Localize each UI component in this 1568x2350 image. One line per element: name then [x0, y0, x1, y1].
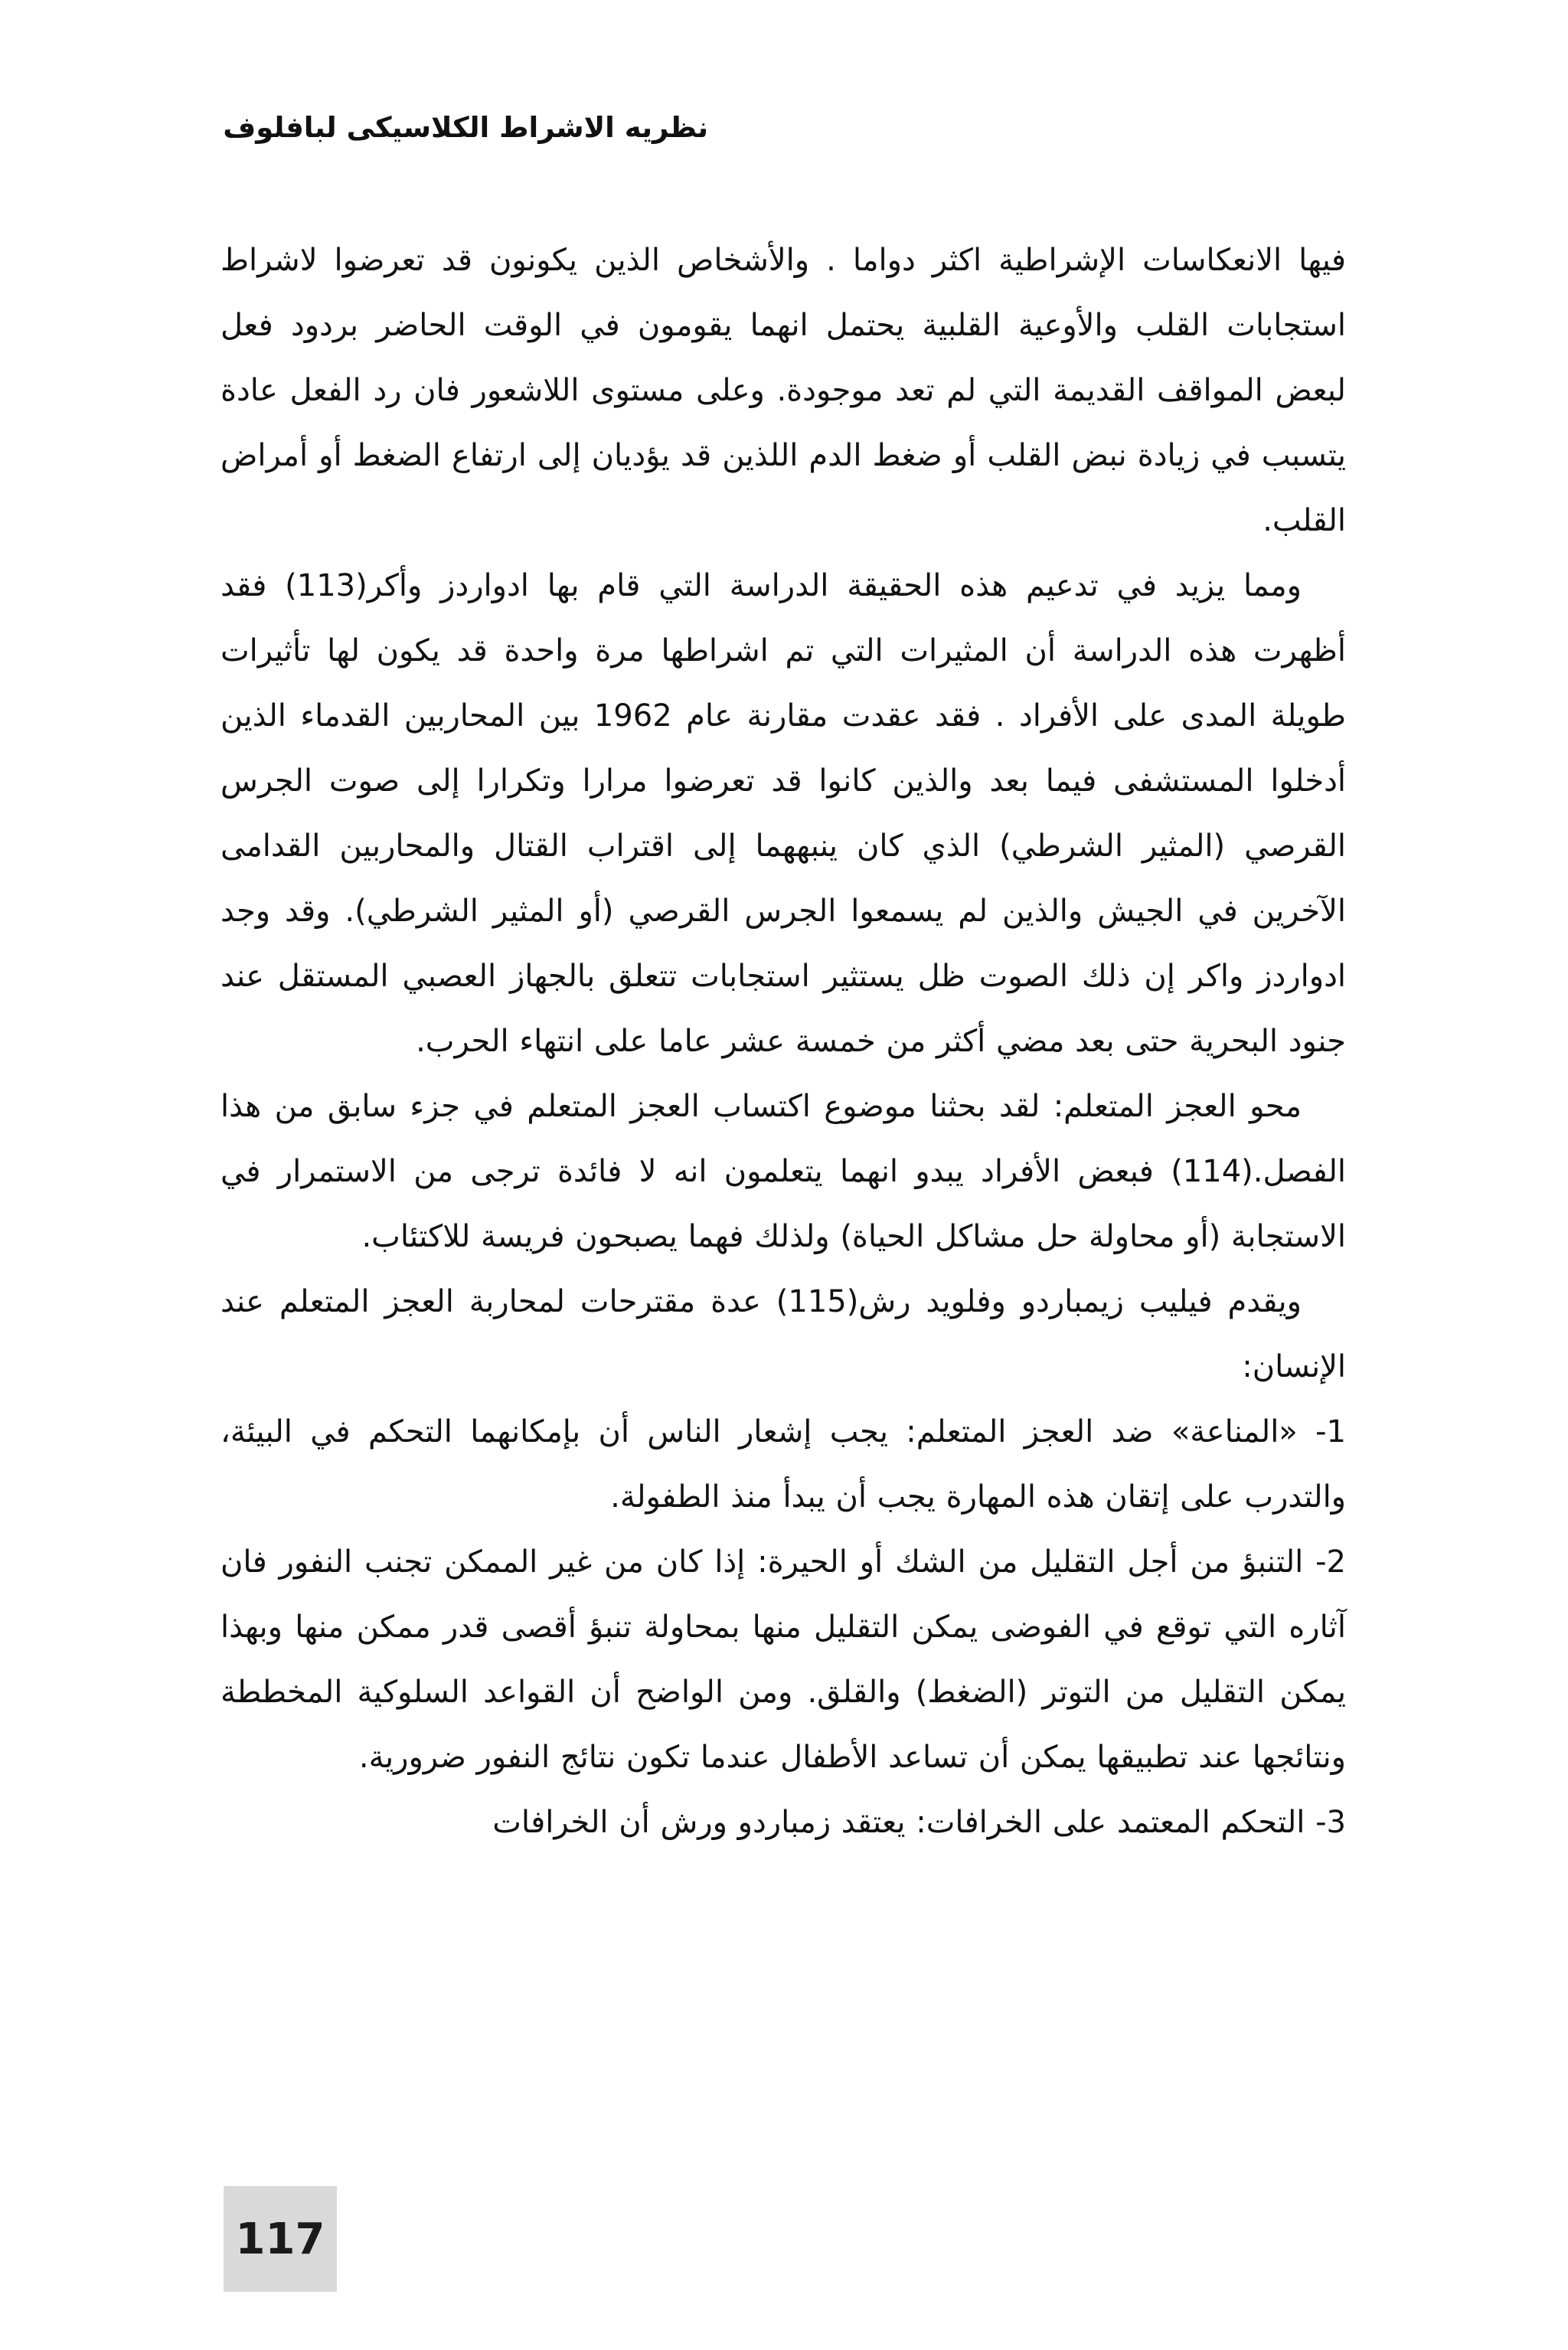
running-header-title: نظريه الاشراط الكلاسيكى لبافلوف [223, 111, 708, 144]
list-item: 3- التحكم المعتمد على الخرافات: يعتقد زمباردو ورش أن الخرافات [492, 1805, 1346, 1840]
paragraph: ويقدم فيليب زيمباردو وفلويد رش(115) عدة مقترحات لمحاربة العجز المتعلم عند الإنسان: [220, 1284, 1346, 1384]
list-item: 2- التنبؤ من أجل التقليل من الشك أو الحيرة: إذا كان من غير الممكن تجنب النفور فان آثاره التي توقع في الفوضى يمكن التقليل منها بمحاولة تنبؤ أقصى قدر ممكن منها وبهذا يمكن التقليل من التوتر (الضغط) والقلق. ومن الواضح أن القواعد السلوكية المخططة ونتائجها عند تطبيقها يمكن أن تساعد الأطفال عندما تكون نتائج النفور ضرورية. [220, 1544, 1346, 1775]
paragraph: ومما يزيد في تدعيم هذه الحقيقة الدراسة التي قام بها ادواردز وأكر(113) فقد أظهرت هذه الدراسة أن المثيرات التي تم اشراطها مرة واحدة قد يكون لها تأثيرات طويلة المدى على الأفراد . فقد عقدت مقارنة عام 1962 بين المحاربين القدماء الذين أدخلوا المستشفى فيما بعد والذين كانوا قد تعرضوا مرارا وتكرارا إلى صوت الجرس القرصي (المثير الشرطي) الذي كان ينبههما إلى اقتراب القتال والمحاربين القدامى الآخرين في الجيش والذين لم يسمعوا الجرس القرصي (أو المثير الشرطي). وقد وجد ادواردز واكر إن ذلك الصوت ظل يستثير استجابات تتعلق بالجهاز العصبي المستقل عند جنود البحرية حتى بعد مضي أكثر من خمسة عشر عاما على انتهاء الحرب. [220, 568, 1347, 1059]
body-text [220, 228, 1346, 1855]
page-number-box [224, 2186, 337, 2292]
list-item: 1- «المناعة» ضد العجز المتعلم: يجب إشعار الناس أن بإمكانهما التحكم في البيئة، والتدرب على إتقان هذه المهارة يجب أن يبدأ منذ الطفولة. [220, 1414, 1346, 1515]
paragraph: فيها الانعكاسات الإشراطية اكثر دواما . والأشخاص الذين يكونون قد تعرضوا لاشراط استجابات القلب والأوعية القلبية يحتمل انهما يقومون في الوقت الحاضر بردود فعل لبعض المواقف القديمة التي لم تعد موجودة. وعلى مستوى اللاشعور فان رد الفعل عادة يتسبب في زيادة نبض القلب أو ضغط الدم اللذين قد يؤديان إلى ارتفاع الضغط أو أمراض القلب. [220, 243, 1346, 538]
page-number: 117 [235, 2214, 325, 2264]
paragraph: محو العجز المتعلم: لقد بحثنا موضوع اكتساب العجز المتعلم في جزء سابق من هذا الفصل.(114) فبعض الأفراد يبدو انهما يتعلمون انه لا فائدة ترجى من الاستمرار في الاستجابة (أو محاولة حل مشاكل الحياة) ولذلك فهما يصبحون فريسة للاكتئاب. [220, 1089, 1346, 1254]
